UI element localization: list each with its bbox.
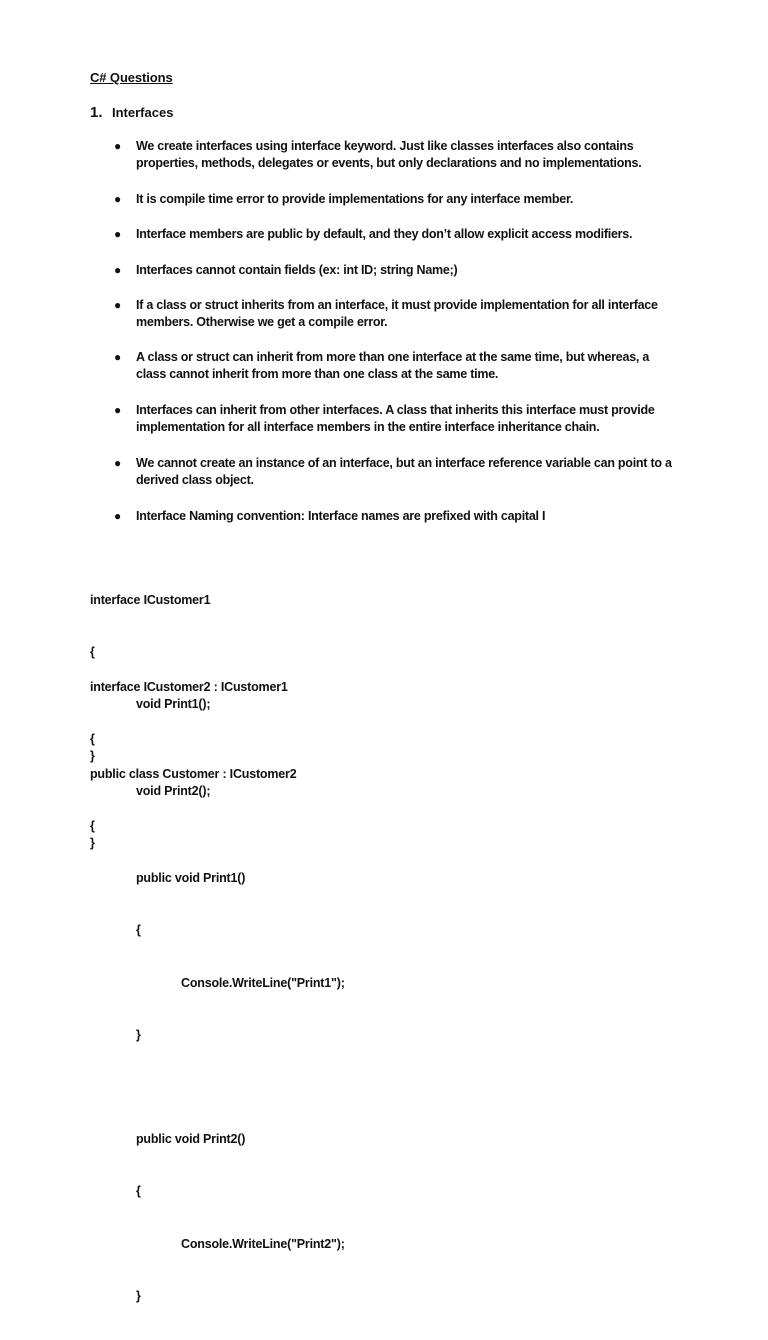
- section-number: 1.: [90, 104, 103, 121]
- bullet-icon: ●: [114, 263, 121, 277]
- list-item: [114, 191, 696, 208]
- code-line: {: [90, 732, 95, 747]
- code-line-blank: [90, 1079, 345, 1096]
- list-item-text: If a class or struct inherits from an interface, it must provide implementation for all interface: [136, 298, 658, 312]
- code-line: }: [90, 836, 95, 851]
- code-line: }: [136, 1288, 141, 1303]
- list-item: [114, 262, 696, 279]
- list-item-text: A class or struct can inherit from more than one interface at the same time, but whereas, a: [136, 350, 650, 364]
- list-item-text: implementation for all interface members in the entire interface inheritance chain.: [136, 420, 600, 434]
- bullet-icon: ●: [114, 192, 121, 206]
- list-item-text: We create interfaces using interface keyword. Just like classes interfaces also contains: [136, 139, 634, 153]
- bullet-icon: ●: [114, 298, 121, 312]
- code-line: {: [136, 923, 141, 938]
- code-line: Console.WriteLine("Print2");: [181, 1236, 345, 1251]
- list-item-text: Interfaces cannot contain fields (ex: int ID; string Name;): [136, 263, 458, 277]
- code-block-customer-class: [90, 731, 345, 1340]
- list-item-text: members. Otherwise we get a compile error.: [136, 315, 388, 329]
- list-item-text: Interfaces can inherit from other interfaces. A class that inherits this interface must provide: [136, 403, 655, 417]
- list-item-text: Interface Naming convention: Interface names are prefixed with capital I: [136, 509, 546, 523]
- bullet-icon: ●: [114, 350, 121, 364]
- list-item-text: derived class object.: [136, 473, 254, 487]
- bullet-icon: ●: [114, 403, 121, 417]
- list-item: [114, 349, 696, 383]
- list-item-text: We cannot create an instance of an interface, but an interface reference variable can point to a: [136, 456, 672, 470]
- code-line: interface ICustomer1: [90, 592, 211, 607]
- code-line: interface ICustomer2 : ICustomer1: [90, 679, 288, 694]
- section-title: Interfaces: [112, 105, 174, 120]
- code-line: public void Print1(): [136, 871, 246, 886]
- bullet-icon: ●: [114, 509, 121, 523]
- code-line: }: [90, 749, 95, 764]
- list-item: [114, 455, 696, 489]
- list-item: [114, 402, 696, 436]
- code-line: {: [136, 1184, 141, 1199]
- code-line: {: [90, 645, 95, 660]
- list-item: [114, 138, 696, 172]
- code-line: public class Customer : ICustomer2: [90, 766, 297, 781]
- code-line: void Print2();: [136, 784, 211, 799]
- code-line: {: [90, 819, 95, 834]
- list-item-text: properties, methods, delegates or events, but only declarations and no implementations.: [136, 156, 642, 170]
- code-line: }: [136, 1027, 141, 1042]
- list-item-text: class cannot inherit from more than one class at the same time.: [136, 367, 499, 381]
- bullet-icon: ●: [114, 456, 121, 470]
- bullet-icon: ●: [114, 227, 121, 241]
- list-item-text: It is compile time error to provide implementations for any interface member.: [136, 192, 574, 206]
- list-item: [114, 226, 696, 243]
- code-line: public void Print2(): [136, 1132, 246, 1147]
- document-title: C# Questions: [90, 70, 173, 85]
- bullet-icon: ●: [114, 139, 121, 153]
- code-line: void Print1();: [136, 697, 211, 712]
- list-item-text: Interface members are public by default, and they don’t allow explicit access modifiers.: [136, 227, 633, 241]
- list-item: [114, 297, 696, 331]
- list-item: [114, 508, 696, 525]
- section-heading: [90, 104, 173, 121]
- code-line: Console.WriteLine("Print1");: [181, 975, 345, 990]
